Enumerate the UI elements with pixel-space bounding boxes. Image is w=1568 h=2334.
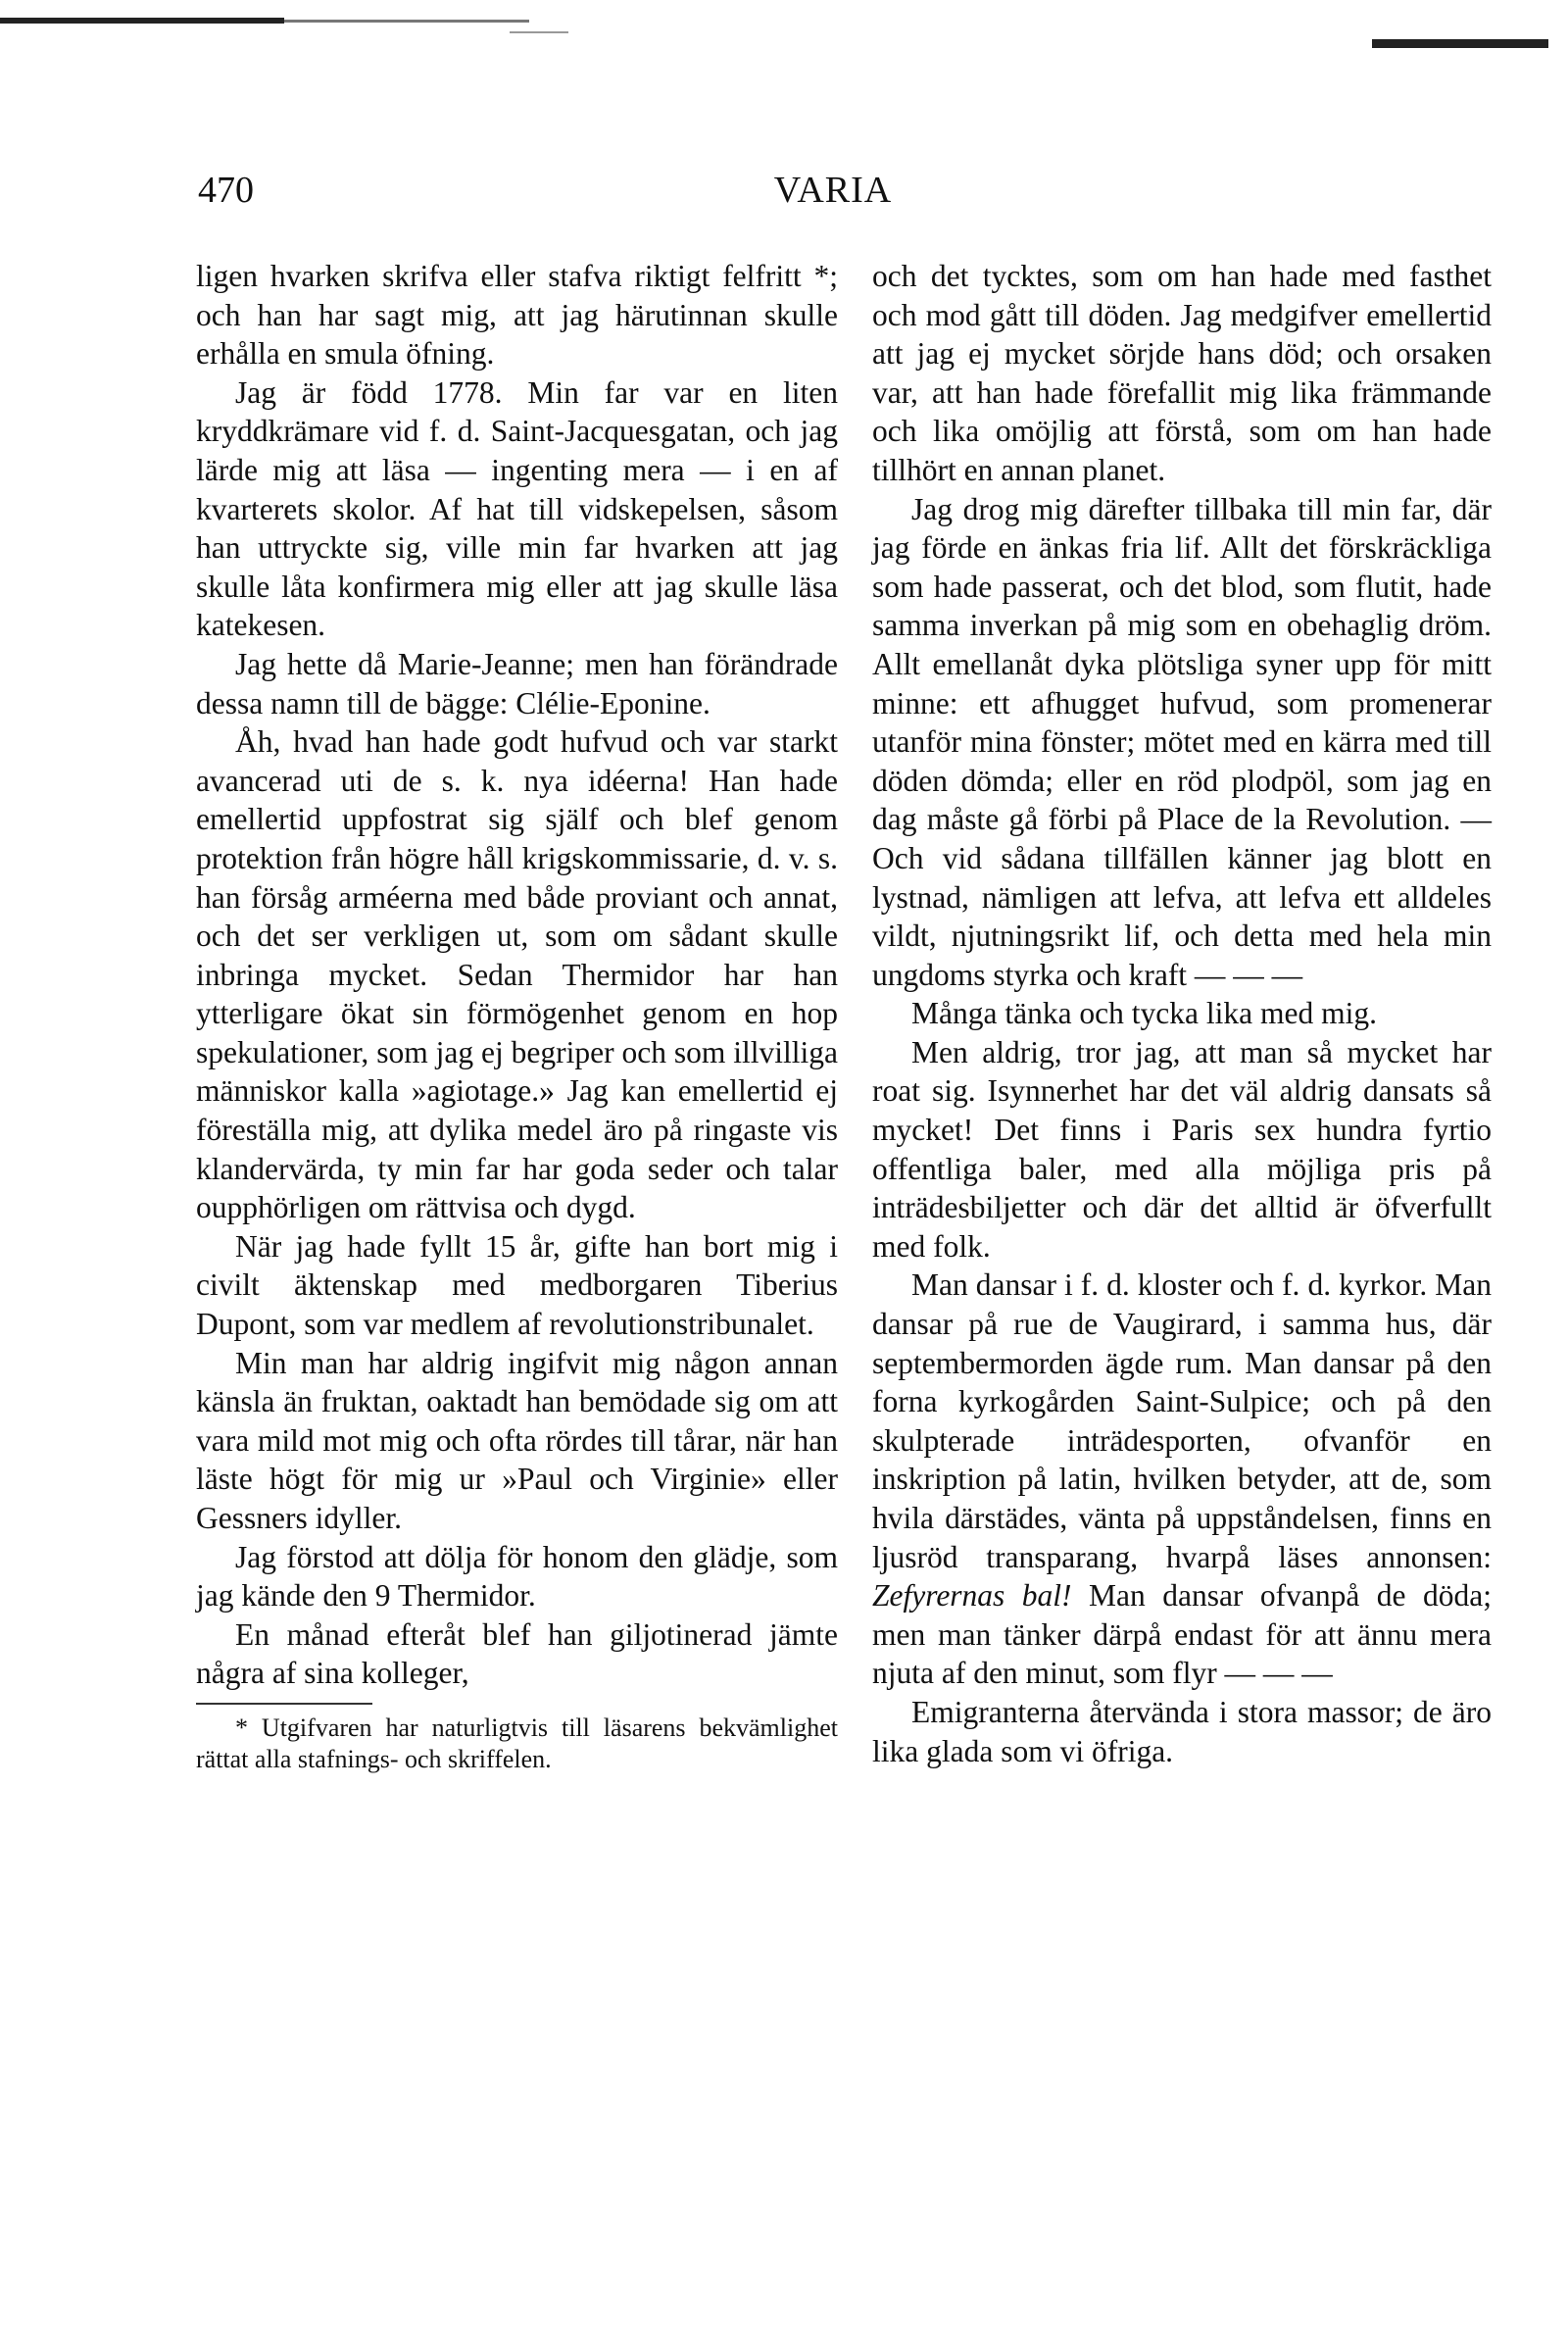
paragraph-text: Man dansar i f. d. kloster och f. d. kyrkor. Man dansar på rue de Vaugirard, i samma hus, där septembermorden ägde rum. Man dansar på den forna kyrkogården Saint-Sulpice; och på den skulpterade inträdesporten, ofvanför en inskription på latin, hvilken betyder, att de, som hvila därstädes, vänta på uppståndelsen, finns en ljusröd transparang, hvarpå läses annonsen:	[872, 1267, 1492, 1574]
running-head: VARIA	[773, 170, 893, 211]
paragraph: och det tycktes, som om han hade med fasthet och mod gått till döden. Jag medgifver emellertid att jag ej mycket sörjde hans död; och orsaken var, att han hade förefallit mig lika främmande och lika omöjlig att förstå, som om han hade tillhört en annan planet.	[872, 259, 1492, 487]
paragraph: Jag är född 1778. Min far var en liten kryddkrämare vid f. d. Saint-Jacquesgatan, och jag lärde mig att läsa — ingenting mera — i en af kvarterets skolor. Af hat till vidskepelsen, såsom han uttryckte sig, ville min far hvarken att jag skulle låta konfirmera mig eller att jag skulle läsa katekesen.	[196, 374, 838, 643]
right-column	[872, 257, 1492, 1770]
scan-edge-mark	[1372, 39, 1548, 48]
paragraph: ligen hvarken skrifva eller stafva riktigt felfritt *; och han har sagt mig, att jag härutinnan skulle erhålla en smula öfning.	[196, 259, 838, 372]
paragraph: Emigranterna återvända i stora massor; de äro lika glada som vi öfriga.	[872, 1694, 1492, 1768]
paragraph: När jag hade fyllt 15 år, gifte han bort mig i civilt äktenskap med medborgaren Tiberius Dupont, som var medlem af revolutionstribunalet.	[196, 1228, 838, 1342]
scan-edge-mark	[0, 18, 284, 24]
paragraph	[872, 1266, 1492, 1693]
paragraph: Jag drog mig därefter tillbaka till min far, där jag förde en änkas fria lif. Allt det förskräckliga som hade passerat, och det blod, som flutit, hade samma inverkan på mig som en obehaglig dröm. Allt emellanåt dyka plötsliga syner upp för mitt minne: ett afhugget hufvud, som promenerar utanför mina fönster; mötet med en kärra med till döden dömda; eller en röd plodpöl, som jag en dag måste gå förbi på Place de la Revolution. — Och vid sådana tillfällen känner jag blott en lystnad, nämligen att lefva, att lefva ett alldeles vildt, njutningsrikt lif, och detta med hela min ungdoms styrka och kraft — — —	[872, 491, 1492, 992]
scan-edge-mark	[510, 31, 568, 33]
page-number: 470	[198, 170, 254, 211]
paragraph: Många tänka och tycka lika med mig.	[911, 996, 1377, 1031]
paragraph: Min man har aldrig ingifvit mig någon annan känsla än fruktan, oaktadt han bemödade sig om att vara mild mot mig och ofta rördes till tårar, när han läste högt för mig ur »Paul och Virginie» eller Gessners idyller.	[196, 1345, 838, 1535]
paragraph: Jag förstod att dölja för honom den glädje, som jag kände den 9 Thermidor.	[196, 1539, 838, 1614]
footnote: * Utgifvaren har naturligtvis till läsarens bekvämlighet rättat alla stafnings- och skriffelen.	[196, 1713, 838, 1773]
italic-title: Zefyrernas bal!	[872, 1578, 1072, 1614]
paragraph: Men aldrig, tror jag, att man så mycket har roat sig. Isynnerhet har det väl aldrig dansats så mycket! Det finns i Paris sex hundra fyrtio offentliga baler, med alla möjliga pris på inträdesbiljetter och där det alltid är öfverfullt med folk.	[872, 1034, 1492, 1264]
paragraph-text: Man dansar ofvanpå de döda; men man tänker därpå endast för att ännu mera njuta af den minut, som flyr — — —	[872, 1578, 1492, 1691]
left-column	[196, 257, 838, 1775]
footnote-rule	[196, 1703, 372, 1705]
scan-edge-mark	[284, 20, 529, 23]
paragraph: Åh, hvad han hade godt hufvud och var starkt avancerad uti de s. k. nya idéerna! Han hade emellertid uppfostrat sig själf och blef genom protektion från högre håll krigskommissarie, d. v. s. han försåg arméerna med både proviant och annat, och det ser verkligen ut, som om sådant skulle inbringa mycket. Sedan Thermidor har han ytterligare ökat sin förmögenhet genom en hop spekulationer, som jag ej begriper och som illvilliga människor kalla »agiotage.» Jag kan emellertid ej föreställa mig, att dylika medel äro på ringaste vis klandervärda, ty min far har goda seder och talar oupphörligen om rättvisa och dygd.	[196, 724, 838, 1225]
paragraph: Jag hette då Marie-Jeanne; men han förändrade dessa namn till de bägge: Clélie-Eponine.	[196, 646, 838, 720]
paragraph: En månad efteråt blef han giljotinerad jämte några af sina kolleger,	[196, 1616, 838, 1691]
